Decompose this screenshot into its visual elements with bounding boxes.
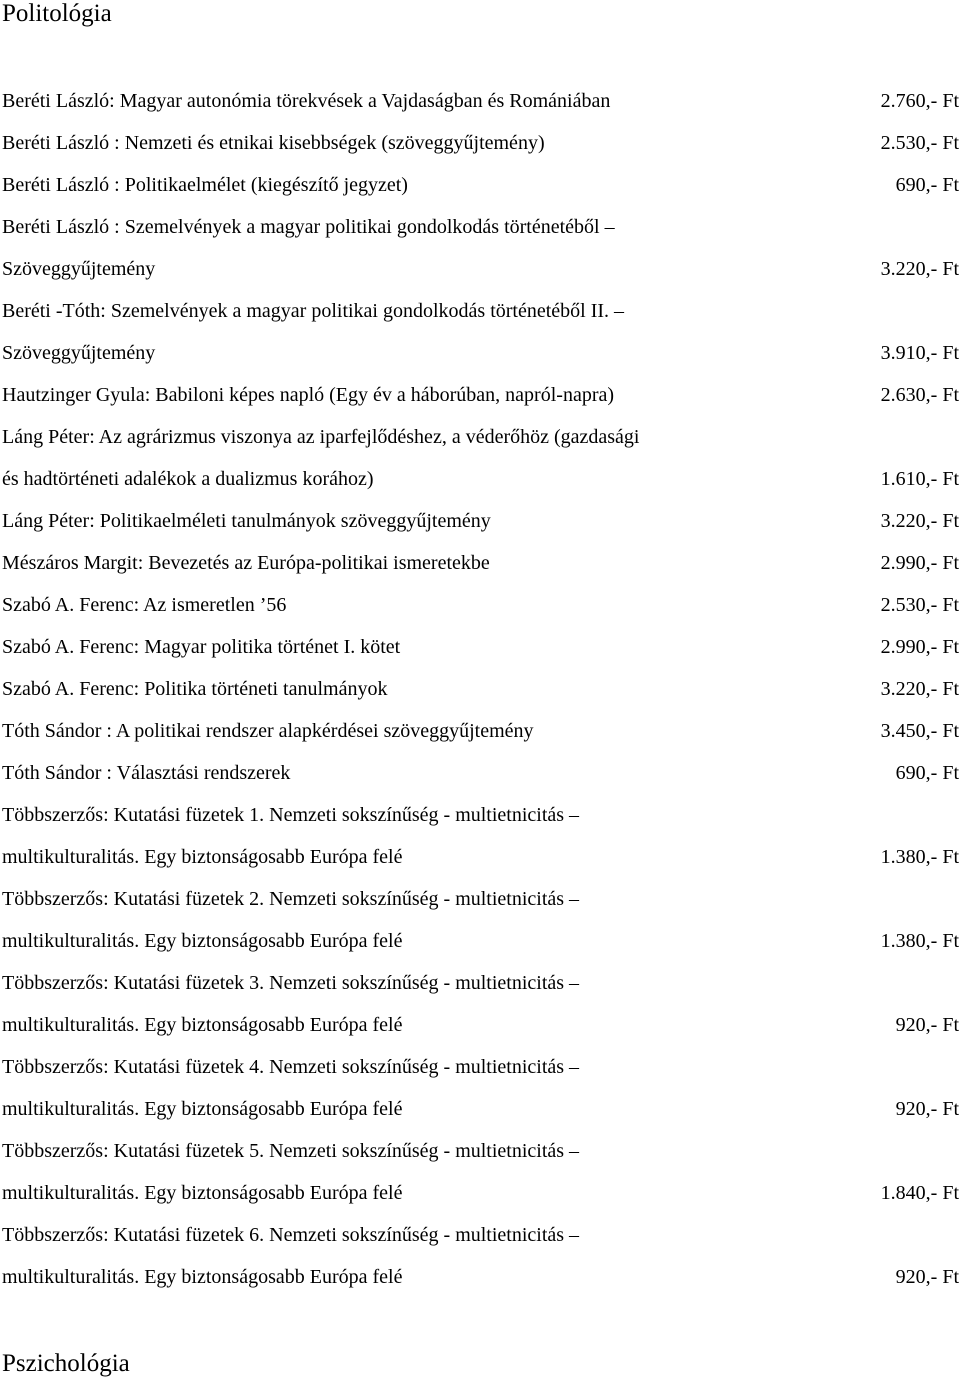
book-title-text: multikulturalitás. Egy biztonságosabb Európa felé: [2, 1182, 403, 1204]
book-title-text: Többszerzős: Kutatási füzetek 6. Nemzeti sokszínűség - multietnicitás –: [2, 1224, 580, 1246]
book-price: 3.220,- Ft: [880, 678, 959, 700]
book-price: 1.840,- Ft: [880, 1182, 959, 1204]
book-price: 2.760,- Ft: [880, 90, 959, 112]
book-title-text: Többszerzős: Kutatási füzetek 4. Nemzeti sokszínűség - multietnicitás –: [2, 1056, 580, 1078]
book-price: 920,- Ft: [895, 1014, 959, 1036]
book-title-text: multikulturalitás. Egy biztonságosabb Európa felé: [2, 1014, 403, 1036]
book-entry-line: [2, 1130, 959, 1172]
book-entry-line: [2, 458, 959, 500]
book-title-text: Tóth Sándor : Választási rendszerek: [2, 762, 291, 784]
book-entry-line: [2, 794, 959, 836]
book-title-text: Többszerzős: Kutatási füzetek 3. Nemzeti sokszínűség - multietnicitás –: [2, 972, 580, 994]
book-entry-line: [2, 1004, 959, 1046]
book-price: 1.380,- Ft: [880, 846, 959, 868]
book-price: 3.450,- Ft: [880, 720, 959, 742]
book-entry-line: [2, 626, 959, 668]
book-title-text: Szöveggyűjtemény: [2, 258, 156, 280]
book-entry-line: [2, 878, 959, 920]
book-title-text: Szöveggyűjtemény: [2, 342, 156, 364]
book-title-text: Mészáros Margit: Bevezetés az Európa-politikai ismeretekbe: [2, 552, 490, 574]
book-title-text: multikulturalitás. Egy biztonságosabb Európa felé: [2, 1266, 403, 1288]
book-entry-line: [2, 1046, 959, 1088]
book-entry-line: [2, 752, 959, 794]
book-entry-line: [2, 206, 959, 248]
book-price: 2.630,- Ft: [880, 384, 959, 406]
book-entry-line: [2, 1256, 959, 1298]
book-price: 920,- Ft: [895, 1266, 959, 1288]
book-title-text: Szabó A. Ferenc: Politika történeti tanulmányok: [2, 678, 388, 700]
book-price: 2.990,- Ft: [880, 636, 959, 658]
book-entry-line: [2, 668, 959, 710]
book-entry-line: [2, 500, 959, 542]
book-price: 2.530,- Ft: [880, 594, 959, 616]
book-title-text: Beréti László : Szemelvények a magyar politikai gondolkodás történetéből –: [2, 216, 615, 238]
book-title-text: multikulturalitás. Egy biztonságosabb Európa felé: [2, 846, 403, 868]
book-title-text: Szabó A. Ferenc: Magyar politika történet I. kötet: [2, 636, 401, 658]
book-price: 1.610,- Ft: [880, 468, 959, 490]
book-entry-line: [2, 1214, 959, 1256]
book-title-text: Többszerzős: Kutatási füzetek 2. Nemzeti sokszínűség - multietnicitás –: [2, 888, 580, 910]
section-title-politologia: Politológia: [2, 0, 112, 27]
book-price: 2.990,- Ft: [880, 552, 959, 574]
book-price: 3.220,- Ft: [880, 510, 959, 532]
book-entry-line: [2, 80, 959, 122]
book-title-text: Beréti László : Politikaelmélet (kiegészítő jegyzet): [2, 174, 408, 196]
book-title-text: Tóth Sándor : A politikai rendszer alapkérdései szöveggyűjtemény: [2, 720, 534, 742]
book-title-text: Többszerzős: Kutatási füzetek 5. Nemzeti sokszínűség - multietnicitás –: [2, 1140, 580, 1162]
book-entry-line: [2, 248, 959, 290]
book-title-text: Beréti László: Magyar autonómia törekvések a Vajdaságban és Romániában: [2, 90, 611, 112]
book-title-text: Láng Péter: Politikaelméleti tanulmányok szöveggyűjtemény: [2, 510, 491, 532]
book-entry-line: [2, 374, 959, 416]
book-entry-line: [2, 1172, 959, 1214]
book-title-text: multikulturalitás. Egy biztonságosabb Európa felé: [2, 1098, 403, 1120]
price-list-politologia: [2, 80, 959, 1298]
book-title-text: Többszerzős: Kutatási füzetek 1. Nemzeti sokszínűség - multietnicitás –: [2, 804, 580, 826]
book-entry-line: [2, 122, 959, 164]
book-entry-line: [2, 332, 959, 374]
book-title-text: Szabó A. Ferenc: Az ismeretlen ’56: [2, 594, 287, 616]
book-title-text: és hadtörténeti adalékok a dualizmus korához): [2, 468, 374, 490]
book-price: 690,- Ft: [895, 762, 959, 784]
book-entry-line: [2, 920, 959, 962]
book-price: 3.220,- Ft: [880, 258, 959, 280]
book-price: 3.910,- Ft: [880, 342, 959, 364]
book-entry-line: [2, 836, 959, 878]
book-title-text: Láng Péter: Az agrárizmus viszonya az iparfejlődéshez, a véderőhöz (gazdasági: [2, 426, 640, 448]
book-entry-line: [2, 416, 959, 458]
book-entry-line: [2, 584, 959, 626]
book-title-text: multikulturalitás. Egy biztonságosabb Európa felé: [2, 930, 403, 952]
book-price: 920,- Ft: [895, 1098, 959, 1120]
book-entry-line: [2, 710, 959, 752]
book-entry-line: [2, 542, 959, 584]
book-title-text: Beréti -Tóth: Szemelvények a magyar politikai gondolkodás történetéből II. –: [2, 300, 625, 322]
book-price: 690,- Ft: [895, 174, 959, 196]
book-entry-line: [2, 962, 959, 1004]
book-entry-line: [2, 164, 959, 206]
book-title-text: Beréti László : Nemzeti és etnikai kisebbségek (szöveggyűjtemény): [2, 132, 545, 154]
book-entry-line: [2, 1088, 959, 1130]
book-price: 2.530,- Ft: [880, 132, 959, 154]
book-entry-line: [2, 290, 959, 332]
section-title-pszichologia: Pszichológia: [2, 1350, 130, 1377]
book-price: 1.380,- Ft: [880, 930, 959, 952]
book-title-text: Hautzinger Gyula: Babiloni képes napló (Egy év a háborúban, napról-napra): [2, 384, 615, 406]
